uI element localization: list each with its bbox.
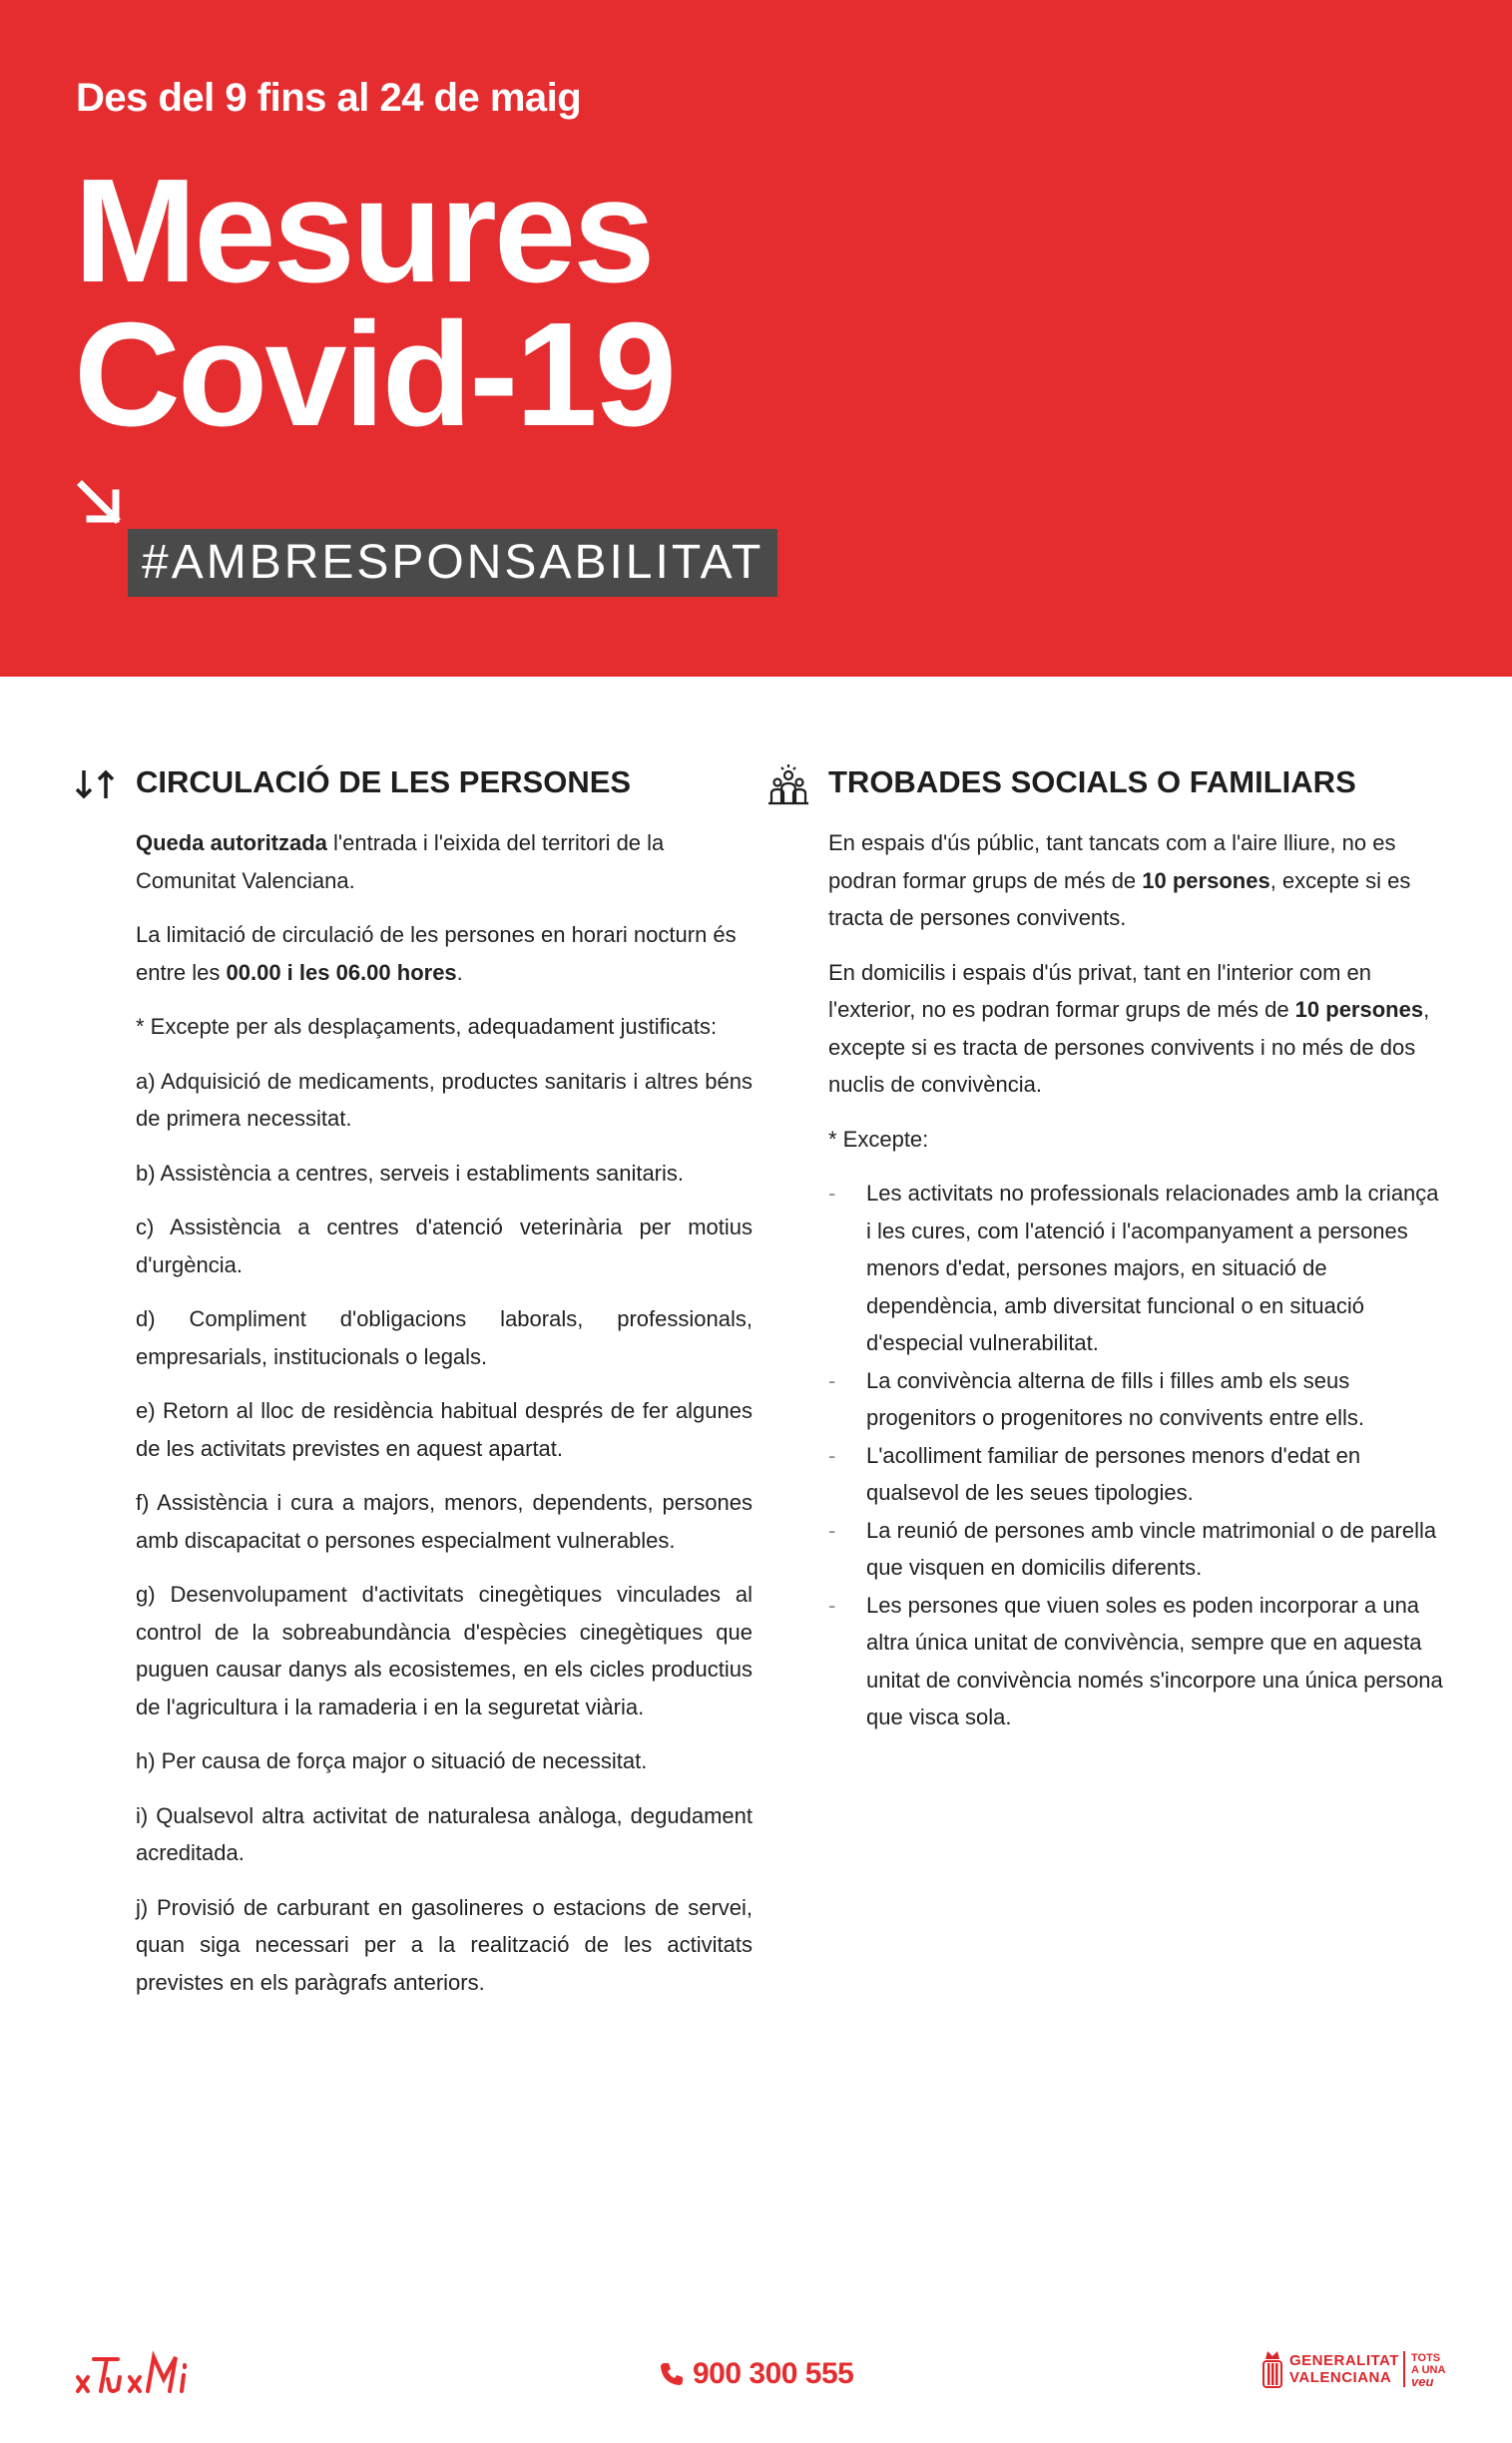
dash-bullet: -	[828, 1367, 836, 1393]
paragraph	[828, 954, 1445, 1104]
bold-text: 00.00 i les 06.00 hores	[226, 959, 457, 985]
phone-number[interactable]: 900 300 555	[693, 2357, 854, 2390]
list-item: c) Assistència a centres d'atenció veterinària per motius d'urgència.	[136, 1215, 753, 1277]
section-circulacio	[74, 758, 753, 2018]
tots-a-una-veu	[1411, 2352, 1445, 2388]
arrow-down-right-icon	[76, 479, 126, 529]
list-item: j) Provisió de carburant en gasolineres o estacions de servei, quan siga necessari per a la realització de les activitats previstes en els paràgrafs anteriors.	[136, 1894, 753, 1995]
section-header	[74, 758, 753, 810]
text: En espais d'ús públic, tant tancats com a l'aire lliure, no es podran formar grups de més de	[828, 830, 1396, 893]
bold-text: 10 persones	[1294, 997, 1424, 1022]
page-title	[74, 149, 675, 457]
paragraph: * Excepte per als desplaçaments, adequadament justificats:	[136, 1014, 718, 1039]
text: .	[456, 959, 463, 985]
exceptions-list	[828, 1175, 1445, 1736]
paragraph: * Excepte:	[828, 1126, 929, 1152]
list-item	[828, 1362, 1445, 1437]
bold-text: Queda autoritzada	[136, 830, 327, 855]
dash-bullet: -	[828, 1442, 836, 1468]
paragraph	[136, 824, 753, 899]
list-item: a) Adquisició de medicaments, productes sanitaris i altres béns de primera necessitat.	[136, 1068, 753, 1131]
text: La reunió de persones amb vincle matrimonial o de parella que visquen en domicilis diferents.	[866, 1517, 1437, 1580]
xtuxmi-logo	[74, 2345, 194, 2399]
header-banner	[0, 0, 1512, 677]
generalitat-brand	[1289, 2352, 1399, 2386]
list-item: h) Per causa de força major o situació de necessitat.	[136, 1748, 648, 1773]
phone-icon	[659, 2361, 685, 2387]
section-header	[766, 758, 1445, 810]
hashtag-badge: #AMBRESPONSABILITAT	[128, 529, 777, 597]
list-item	[828, 1437, 1445, 1512]
section-trobades	[766, 758, 1445, 1736]
dash-bullet: -	[828, 1181, 836, 1206]
title-line-2: Covid-19	[74, 292, 675, 457]
section-body	[136, 824, 753, 2001]
section-title: CIRCULACIÓ DE LES PERSONES	[136, 764, 632, 799]
list-item: g) Desenvolupament d'activitats cinegètiques vinculades al control de la sobreabundància d'espècies cinegètiques que puguen causar danys als ecosistemes, en els cicles productius de l'agricultura i la ramaderia i en la seguretat viària.	[136, 1582, 753, 1719]
list-item: e) Retorn al lloc de residència habitual després de fer algunes de les activitats previstes en aquest apartat.	[136, 1398, 753, 1461]
list-item	[828, 1587, 1445, 1736]
text: La convivència alterna de fills i filles amb els seus progenitors o progenitores no convivents entre ells.	[866, 1367, 1364, 1430]
text: , excepte si es tracta de persones convivents i no més de dos nuclis de convivència.	[828, 997, 1430, 1097]
section-body	[828, 824, 1445, 1736]
text: En domicilis i espais d'ús privat, tant en l'interior com en l'exterior, no es podran formar grups de més de	[828, 959, 1371, 1022]
paragraph	[828, 824, 1445, 937]
list-item: d) Compliment d'obligacions laborals, professionals, empresarials, institucionals o legals.	[136, 1306, 753, 1369]
section-title: TROBADES SOCIALS O FAMILIARS	[828, 764, 1356, 799]
brand-separator	[1403, 2351, 1405, 2387]
up-down-arrows-icon	[74, 762, 118, 806]
paragraph	[136, 916, 753, 991]
text: La limitació de circulació de les persones en horari nocturn és entre les	[136, 922, 737, 985]
tots-line: TOTS	[1411, 2352, 1441, 2364]
date-range: Des del 9 fins al 24 de maig	[76, 76, 582, 120]
list-item: i) Qualsevol altra activitat de naturalesa anàloga, degudament acreditada.	[136, 1802, 753, 1865]
generalitat-emblem-icon	[1260, 2347, 1285, 2391]
group-people-icon	[766, 762, 810, 806]
dash-bullet: -	[828, 1517, 836, 1543]
dash-bullet: -	[828, 1592, 836, 1618]
title-line-1: Mesures	[74, 149, 653, 313]
tots-line: A UNA	[1411, 2364, 1446, 2376]
list-item: f) Assistència i cura a majors, menors, dependents, persones amb discapacitat o persones especialment vulnerables.	[136, 1490, 753, 1553]
brand-line: VALENCIANA	[1289, 2369, 1392, 2386]
list-item: b) Assistència a centres, serveis i establiments sanitaris.	[136, 1160, 685, 1186]
tots-line: veu	[1411, 2374, 1434, 2389]
text: , excepte si es tracta de persones convivents.	[828, 867, 1411, 930]
text: L'acolliment familiar de persones menors d'edat en qualsevol de les seues tipologies.	[866, 1442, 1361, 1505]
brand-line: GENERALITAT	[1289, 2352, 1399, 2369]
text: l'entrada i l'eixida del territori de la Comunitat Valenciana.	[136, 830, 665, 893]
list-item	[828, 1175, 1445, 1362]
list-item	[828, 1512, 1445, 1587]
bold-text: 10 persones	[1142, 867, 1270, 893]
text: Les persones que viuen soles es poden incorporar a una altra única unitat de convivència, sempre que en aquesta unitat de convivència només s'incorpore una única persona que visca sola.	[866, 1592, 1443, 1729]
text: Les activitats no professionals relacionades amb la criança i les cures, com l'atenció i l'acompanyament a persones menors d'edat, persones majors, en situació de dependència, amb diversitat funcional o en situació d'especial vulnerabilitat.	[866, 1181, 1439, 1355]
